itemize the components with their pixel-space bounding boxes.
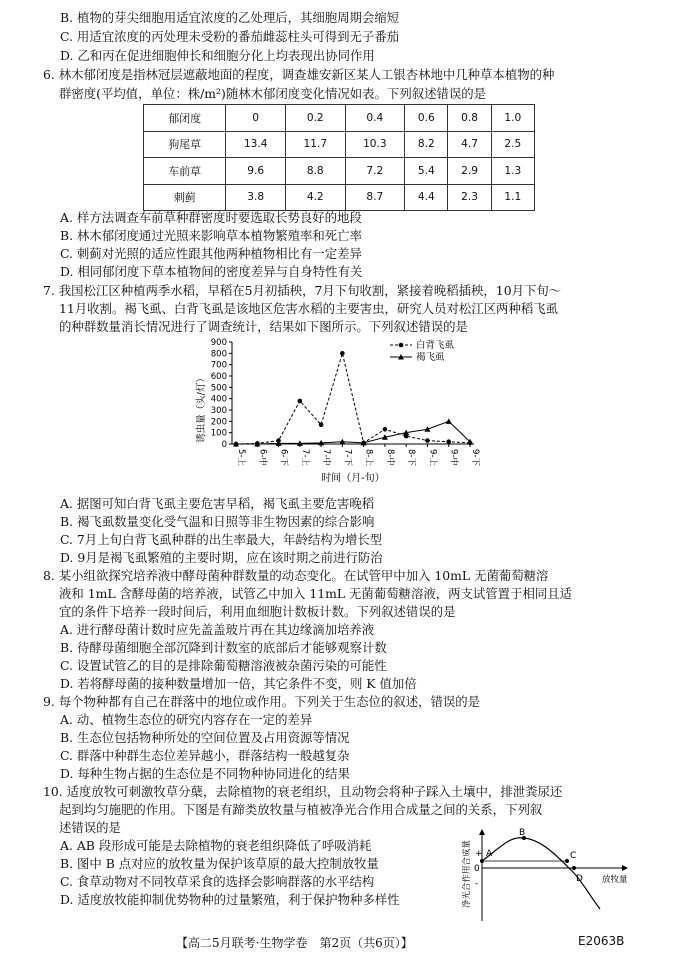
- point-c: [565, 859, 569, 863]
- question-7-stem: 的种群数量消长情况进行了调查统计，结果如下图所示。下列叙述错误的是: [59, 319, 468, 334]
- question-10-stem: 起到均匀施肥的作用。下图是有蹄类放牧量与植被净光合作用合成量之间的关系，下列叙: [59, 802, 543, 817]
- table-cell: 4.4: [405, 184, 448, 211]
- label-a: A: [486, 849, 493, 859]
- option-text: C. 7月上旬白背飞虱种群的出生率最大，年龄结构为增长型: [60, 532, 383, 547]
- option-text: B. 褐飞虱数量变化受气温和日照等非生物因素的综合影响: [60, 514, 375, 529]
- zero-label: 0: [474, 864, 480, 874]
- y-axis-label: 净光合作用合成量: [462, 839, 472, 909]
- minus-sign: -: [475, 879, 479, 889]
- y-axis-label: 诱虫量（头/灯）: [196, 373, 207, 443]
- table-header-cell: 0.8: [448, 105, 491, 132]
- table-cell: 10.3: [345, 131, 405, 158]
- option-text: D. 若将酵母菌的接种数量增加一倍，其它条件不变，则 K 值加倍: [60, 676, 417, 691]
- question-8-stem: 宜的条件下培养一段时间后，利用血细胞计数板计数。下列叙述错误的是: [59, 604, 456, 619]
- x-tick-label: 9-下: [470, 449, 480, 466]
- table-header-cell: 0.4: [345, 105, 405, 132]
- x-tick-label: 5-上: [236, 449, 246, 466]
- y-tick-label: 400: [210, 394, 227, 405]
- table-header-cell: 0: [226, 105, 286, 132]
- table-cell: 2.9: [448, 158, 491, 185]
- table-cell: 8.2: [405, 131, 448, 158]
- option-text: C. 食草动物对不同牧草采食的选择会影响群落的水平结构: [60, 874, 375, 889]
- x-tick-label: 6-中: [257, 449, 268, 466]
- option-text: A. 动、植物生态位的研究内容存在一定的差异: [60, 712, 313, 727]
- option-text: A. 据图可知白背飞虱主要危害早稻，褐飞虱主要危害晚稻: [60, 496, 375, 511]
- x-tick-label: 8-中: [384, 449, 395, 466]
- label-d: D: [576, 874, 583, 884]
- option-text: A. 样方法调查车前草种群密度时要选取长势良好的地段: [60, 210, 362, 225]
- series-baibei-point: [446, 439, 451, 444]
- option-text: D. 相同郁闭度下草本植物间的密度差异与自身特性有关: [60, 264, 363, 279]
- table-row: [144, 184, 535, 211]
- option-text: D. 9月是褐飞虱繁殖的主要时期，应在该时期之前进行防治: [60, 550, 383, 565]
- table-cell: 7.2: [345, 158, 405, 185]
- table-row: [144, 158, 535, 185]
- series-baibei-point: [383, 427, 388, 432]
- series-baibei-point: [425, 438, 430, 443]
- table-cell: 8.8: [285, 158, 345, 185]
- label-c: C: [570, 851, 577, 861]
- legend-label-baibei: 白背飞虱: [416, 340, 455, 351]
- x-tick-label: 9-中: [448, 449, 459, 466]
- table-header-cell: 郁闭度: [144, 105, 226, 132]
- table-cell: 4.7: [448, 131, 491, 158]
- x-tick-label: 9-上: [427, 449, 438, 466]
- y-tick-label: 900: [210, 338, 227, 348]
- point-a: [480, 859, 484, 863]
- legend-label-he: 褐飞虱: [416, 352, 445, 363]
- y-tick-label: 200: [210, 417, 227, 428]
- y-tick-label: 600: [210, 372, 227, 382]
- table-cell: 5.4: [405, 158, 448, 185]
- point-d: [572, 866, 576, 870]
- y-tick-label: 300: [210, 406, 227, 416]
- canopy-density-table: [143, 104, 535, 211]
- table-cell: 2.3: [448, 184, 491, 211]
- option-text: B. 生态位包括物种所处的空间位置及占用资源等情况: [60, 730, 350, 745]
- table-cell: 车前草: [144, 158, 226, 185]
- option-text: A. AB 段形成可能是去除植物的衰老组织降低了呼吸消耗: [60, 838, 372, 853]
- y-tick-label: 700: [210, 360, 227, 371]
- x-axis-label: 时间（月-旬）: [321, 473, 385, 484]
- plus-sign: +: [475, 849, 483, 859]
- series-baibei-point: [298, 399, 303, 404]
- x-tick-label: 7-中: [321, 449, 332, 466]
- option-text: C. 用适宜浓度的丙处理未受粉的番茄雌蕊柱头可得到无子番茄: [60, 29, 400, 44]
- table-header-cell: 0.2: [285, 105, 345, 132]
- x-tick-label: 8-下: [406, 449, 417, 466]
- y-tick-label: 500: [210, 383, 227, 394]
- footer-code: E2063B: [578, 934, 625, 948]
- option-text: B. 待酵母菌细胞全部沉降到计数室的底部后才能够观察计数: [60, 640, 387, 655]
- table-header-cell: 0.6: [405, 105, 448, 132]
- question-8-stem: 8. 某小组欲探究培养液中酵母菌种群数量的动态变化。在试管甲中加入 10mL 无菌葡萄糖溶: [43, 568, 549, 583]
- option-text: D. 适度放牧能抑制优势物种的过量繁殖，利于保护物种多样性: [60, 892, 400, 907]
- question-6-stem: 群密度(平均值，单位：株/m²)随林木郁闭度变化情况如表。下列叙述错误的是: [59, 86, 487, 101]
- table-cell: 8.7: [345, 184, 405, 211]
- y-tick-label: 800: [210, 349, 227, 360]
- series-baibei-line: [236, 353, 470, 444]
- table-cell: 11.7: [285, 131, 345, 158]
- option-text: A. 进行酵母菌计数时应先盖盖玻片再在其边缘滴加培养液: [60, 622, 375, 637]
- x-tick-label: 7-上: [299, 449, 310, 466]
- label-b: B: [519, 828, 526, 838]
- option-text: C. 群落中种群生态位差异越小，群落结构一般越复杂: [60, 748, 350, 763]
- planthopper-line-chart: [190, 336, 490, 486]
- question-10-stem: 述错误的是: [59, 820, 121, 835]
- option-text: B. 图中 B 点对应的放牧量为保护该草原的最大控制放牧量: [60, 856, 379, 871]
- series-baibei-point: [319, 422, 324, 427]
- legend: [390, 339, 455, 363]
- table-cell: 3.8: [226, 184, 286, 211]
- table-cell: 9.6: [226, 158, 286, 185]
- table-row: [144, 105, 535, 132]
- option-text: D. 每种生物占据的生态位是不同物种协同进化的结果: [60, 766, 350, 781]
- option-text: B. 林木郁闭度通过光照来影响草本植物繁殖率和死亡率: [60, 228, 362, 243]
- question-8-stem: 液和 1mL 含酵母菌的培养液，试管乙中加入 11mL 无菌葡萄糖溶液，两支试管置于相同且适: [59, 586, 573, 601]
- y-tick-label: 100: [210, 428, 227, 439]
- table-header-cell: 1.0: [491, 105, 534, 132]
- option-text: B. 植物的芽尖细胞用适宜浓度的乙处理后，其细胞周期会缩短: [60, 10, 400, 25]
- table-cell: 13.4: [226, 131, 286, 158]
- table-cell: 狗尾草: [144, 131, 226, 158]
- x-tick-label: 6-下: [278, 449, 289, 466]
- table-cell: 2.5: [491, 131, 534, 158]
- question-9-stem: 9. 每个物种都有自己在群落中的地位或作用。下列关于生态位的叙述，错误的是: [43, 694, 481, 709]
- y-tick-label: 0: [221, 440, 227, 450]
- table-cell: 1.1: [491, 184, 534, 211]
- option-text: D. 乙和丙在促进细胞伸长和细胞分化上均表现出协同作用: [60, 48, 375, 63]
- option-text: C. 刺蓟对光照的适应性跟其他两种植物相比有一定差异: [60, 246, 362, 261]
- table-row: [144, 131, 535, 158]
- table-cell: 刺蓟: [144, 184, 226, 211]
- x-tick-label: 8-上: [363, 449, 374, 466]
- option-text: C. 设置试管乙的目的是排除葡萄糖溶液被杂菌污染的可能性: [60, 658, 387, 673]
- x-tick-label: 7-下: [342, 449, 353, 466]
- question-7-stem: 7. 我国松江区种植两季水稻，早稻在5月初插秧，7月下旬收割，紧接着晚稻插秧，10月下旬～: [43, 283, 562, 298]
- question-10-stem: 10. 适度放牧可刺激牧草分蘖，去除植物的衰老组织，且动物会将种子踩入土壤中，排泄粪尿还: [43, 784, 563, 799]
- question-6-stem: 6. 林木郁闭度是指林冠层遮蔽地面的程度，调查雄安新区某人工银杏林地中几种草本植物的种: [43, 67, 555, 82]
- question-7-stem: 11月收割。褐飞虱、白背飞虱是该地区危害水稻的主要害虫，研究人员对松江区两种稻飞虱: [59, 301, 559, 316]
- series-baibei-point: [340, 351, 345, 356]
- table-cell: 1.3: [491, 158, 534, 185]
- table-cell: 4.2: [285, 184, 345, 211]
- series-he-point: [446, 418, 452, 424]
- x-axis-label: 放牧量: [602, 875, 628, 885]
- grazing-photosynthesis-diagram: [462, 826, 672, 926]
- footer-title: 【高二5月联考·生物学卷 第2页（共6页）】: [176, 936, 413, 950]
